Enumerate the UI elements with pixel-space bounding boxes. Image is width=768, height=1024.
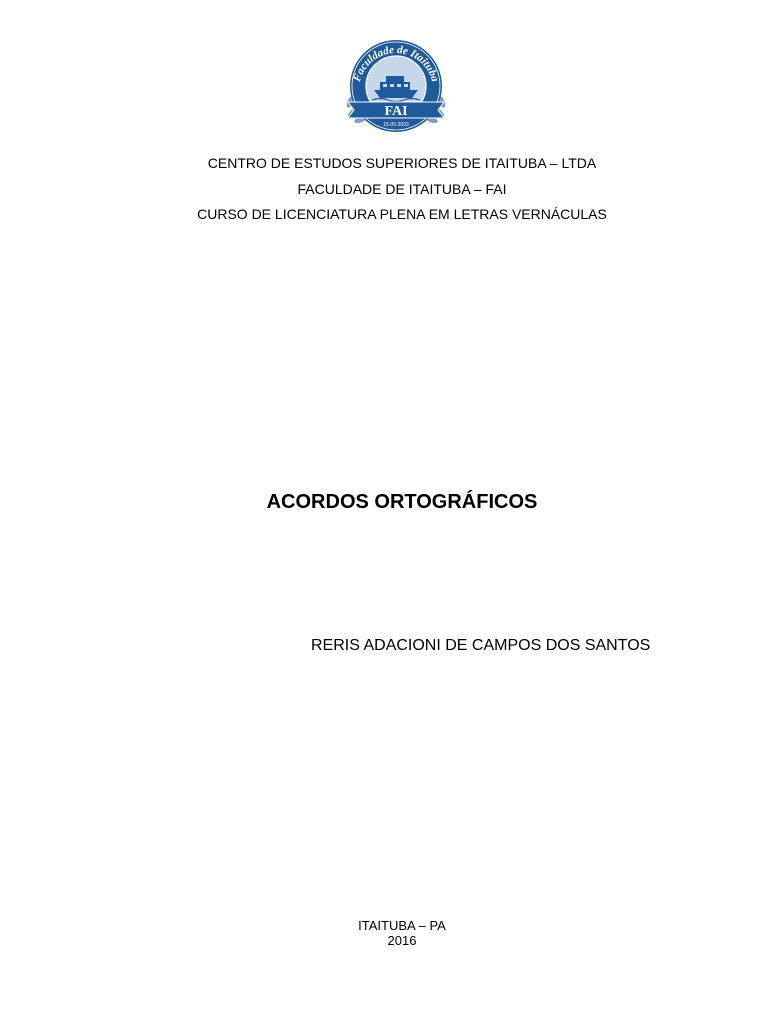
svg-text:Faculdade de Itaituba: Faculdade de Itaituba: [351, 43, 441, 84]
institution-header: [0, 151, 768, 228]
faculty-name: FACULDADE DE ITAITUBA – FAI: [297, 180, 507, 197]
city-state: ITAITUBA – PA: [358, 918, 446, 933]
document-title: ACORDOS ORTOGRÁFICOS: [266, 491, 538, 513]
institution-name: CENTRO DE ESTUDOS SUPERIORES DE ITAITUBA – LTDA: [207, 155, 597, 171]
svg-text:FAI: FAI: [384, 104, 408, 119]
year: 2016: [387, 933, 417, 948]
svg-text:15-05-2003: 15-05-2003: [383, 122, 409, 128]
course-name: CURSO DE LICENCIATURA PLENA EM LETRAS VERNÁCULAS: [197, 206, 607, 222]
place-and-date: [0, 918, 768, 948]
fai-seal-logo: [340, 38, 452, 134]
author-name: RERIS ADACIONI DE CAMPOS DOS SANTOS: [311, 637, 651, 654]
